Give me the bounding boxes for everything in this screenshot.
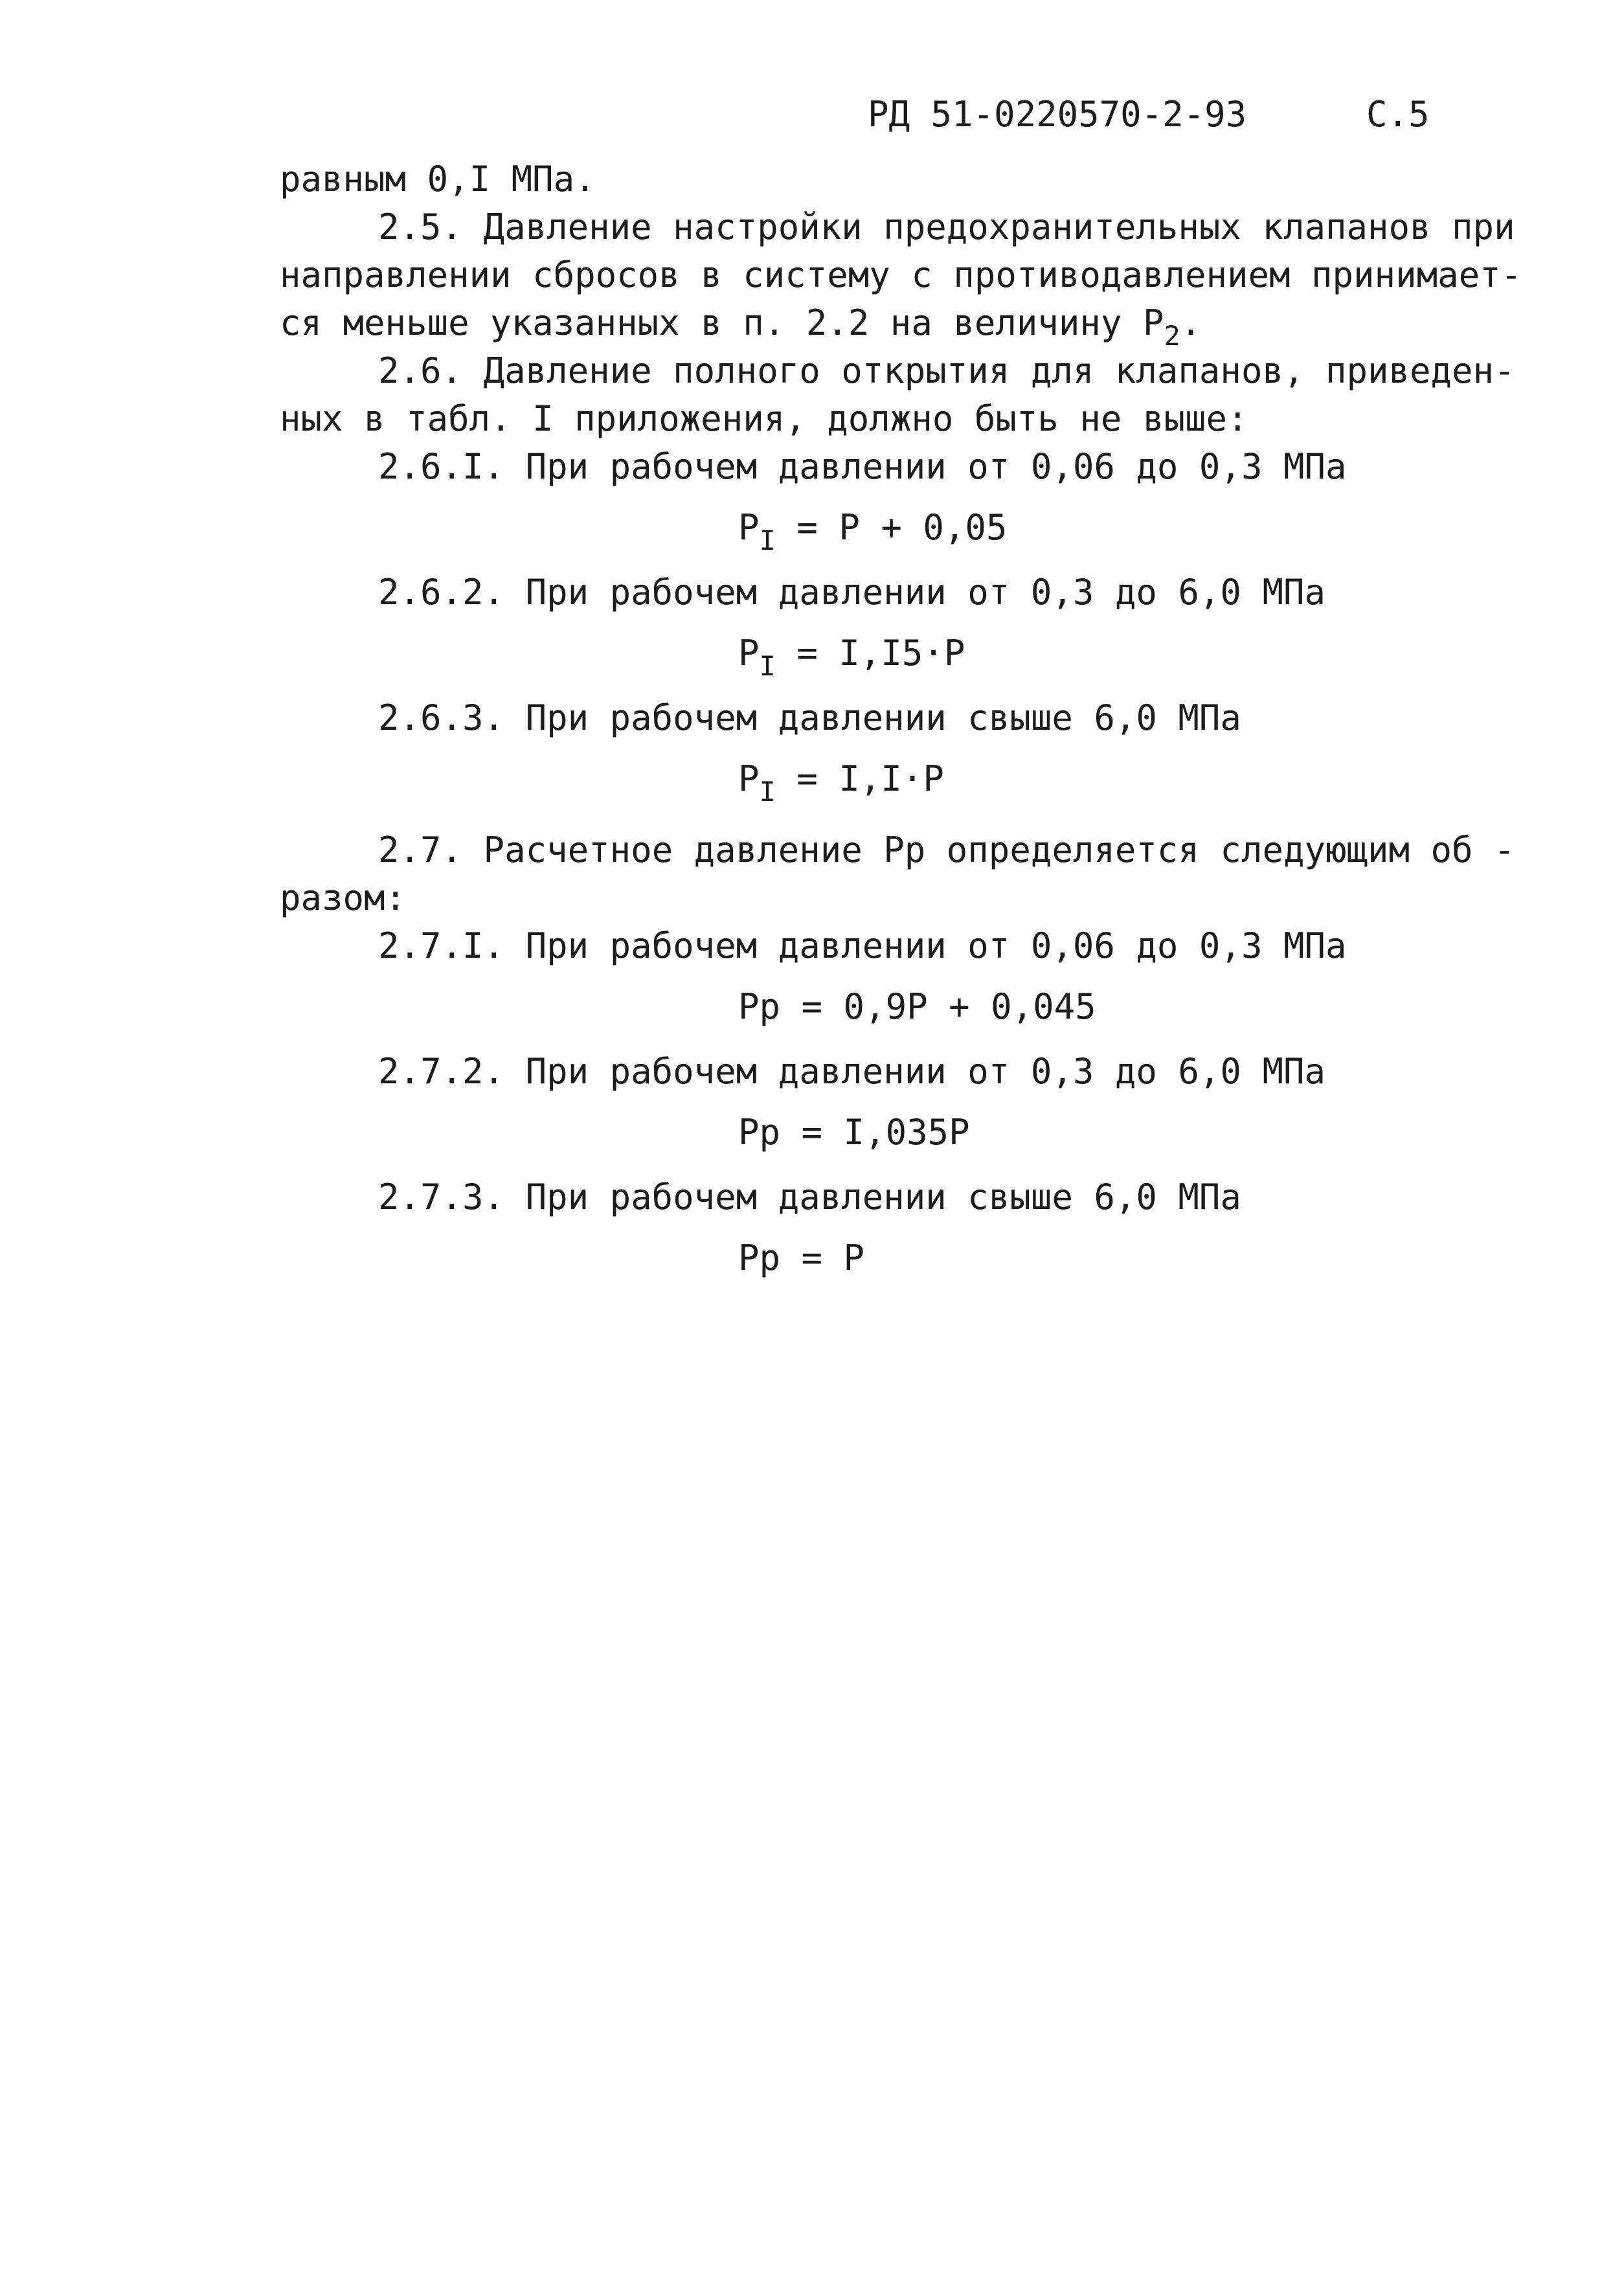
formula-p1-low [280, 491, 1465, 569]
paragraph-2-6: 2.6. Давление полного открытия для клапанов, приведен- [378, 350, 1515, 391]
paragraph-2-7-2: 2.7.2. При рабочем давлении от 0,3 до 6,0 МПа [378, 1051, 1325, 1092]
paragraph-2-6-1: 2.6.I. При рабочем давлении от 0,06 до 0,3 МПа [378, 446, 1347, 487]
document-code: РД 51-0220570-2-93 [868, 94, 1247, 135]
subscript: 2 [1164, 320, 1180, 352]
paragraph-2-6-2: 2.6.2. При рабочем давлении от 0,3 до 6,0 МПа [378, 572, 1325, 613]
paragraph-2-7-3: 2.7.3. При рабочем давлении свыше 6,0 МПа [378, 1177, 1241, 1217]
document-body [280, 155, 1522, 1299]
subscript: I [759, 525, 776, 556]
text-fragment: . [1180, 302, 1202, 343]
formula-pp-low: Pp = 0,9P + 0,045 [738, 986, 1096, 1027]
formula-pp-high: Pp = P [738, 1237, 865, 1278]
formula-rhs: = I,I·P [775, 758, 944, 799]
formula-symbol: P [738, 758, 760, 799]
text-line: разом: [280, 877, 407, 918]
formula-p1-mid [280, 616, 1465, 694]
paragraph-2-5: 2.5. Давление настройки предохранительных клапанов при [378, 207, 1515, 247]
formula-rhs: = I,I5·P [775, 633, 965, 673]
formula-p1-high [280, 742, 1465, 820]
formula-symbol: P [738, 507, 760, 548]
paragraph-2-7: 2.7. Расчетное давление Pp определяется следующим об - [378, 830, 1515, 870]
paragraph-2-6-3: 2.6.3. При рабочем давлении свыше 6,0 МПа [378, 697, 1241, 738]
text-line: ных в табл. I приложения, должно быть не выше: [280, 398, 1248, 439]
formula-rhs: = P + 0,05 [775, 507, 1008, 548]
paragraph-2-7-1: 2.7.I. При рабочем давлении от 0,06 до 0,3 МПа [378, 925, 1347, 966]
text-fragment: ся меньше указанных в п. 2.2 на величину P [280, 302, 1164, 343]
formula-pp-mid: Pp = I,035P [738, 1112, 970, 1153]
page-number: С.5 [1366, 94, 1430, 135]
formula-symbol: P [738, 633, 760, 673]
text-line: равным 0,I МПа. [280, 159, 596, 199]
text-line: направлении сбросов в систему с противодавлением принимает- [280, 254, 1522, 295]
subscript: I [759, 650, 776, 682]
subscript: I [759, 776, 776, 807]
text-line [280, 299, 1465, 352]
